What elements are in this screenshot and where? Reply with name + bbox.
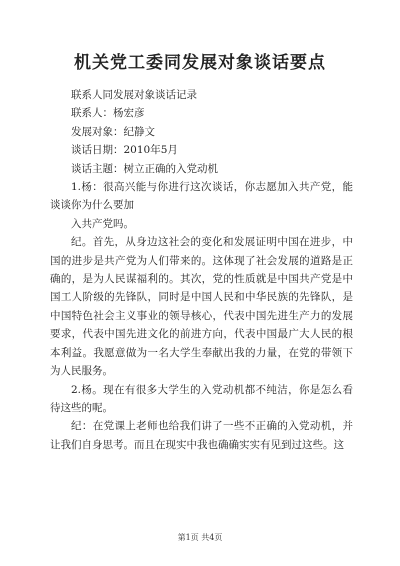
paragraph: 发展对象：纪静文 [71,125,155,138]
document-title: 机关党工委同发展对象谈话要点 [74,53,326,73]
paragraph: 谈话主题：树立正确的入党动机 [71,162,218,175]
paragraph: 联系人：杨宏彦 [71,107,145,120]
paragraph: 2.杨。现在有很多大学生的入党动机都不纯洁，你是怎么看待这些的呢。 [50,383,353,414]
paragraph: 纪：在党课上老师也给我们讲了一些不正确的入党动机，并让我们自身思考。而且在现实中我也确确实实有见到过这些。这 [50,420,353,451]
paragraph: 1.杨：很高兴能与你进行这次谈话，你志愿加入共产党，能谈谈你为什么要加 [50,181,353,212]
paragraph: 谈话日期：2010年5月 [71,144,178,157]
paragraph: 入共产党吗。 [71,217,134,230]
page-footer: 第1页 共4页 [177,533,223,542]
paragraph: 纪。首先，从身边这社会的变化和发展证明中国在进步，中国的进步是共产党为人们带来的。这体现了社会发展的道路是正确的，是为人民谋福利的。其次，党的性质就是中国共产党是中国工人阶级的先锋队，同时是中国人民和中华民族的先锋队，是中国特色社会主义事业的领导核心，代表中国先进生产力的发展要求，代表中国先进文化的前进方向，代表中国最广大人民的根本利益。我愿意做为一名大学生奉献出我的力量，在党的带领下为人民服务。 [50,236,353,378]
document-body [50,86,353,454]
paragraph: 联系人同发展对象谈话记录 [71,89,197,101]
